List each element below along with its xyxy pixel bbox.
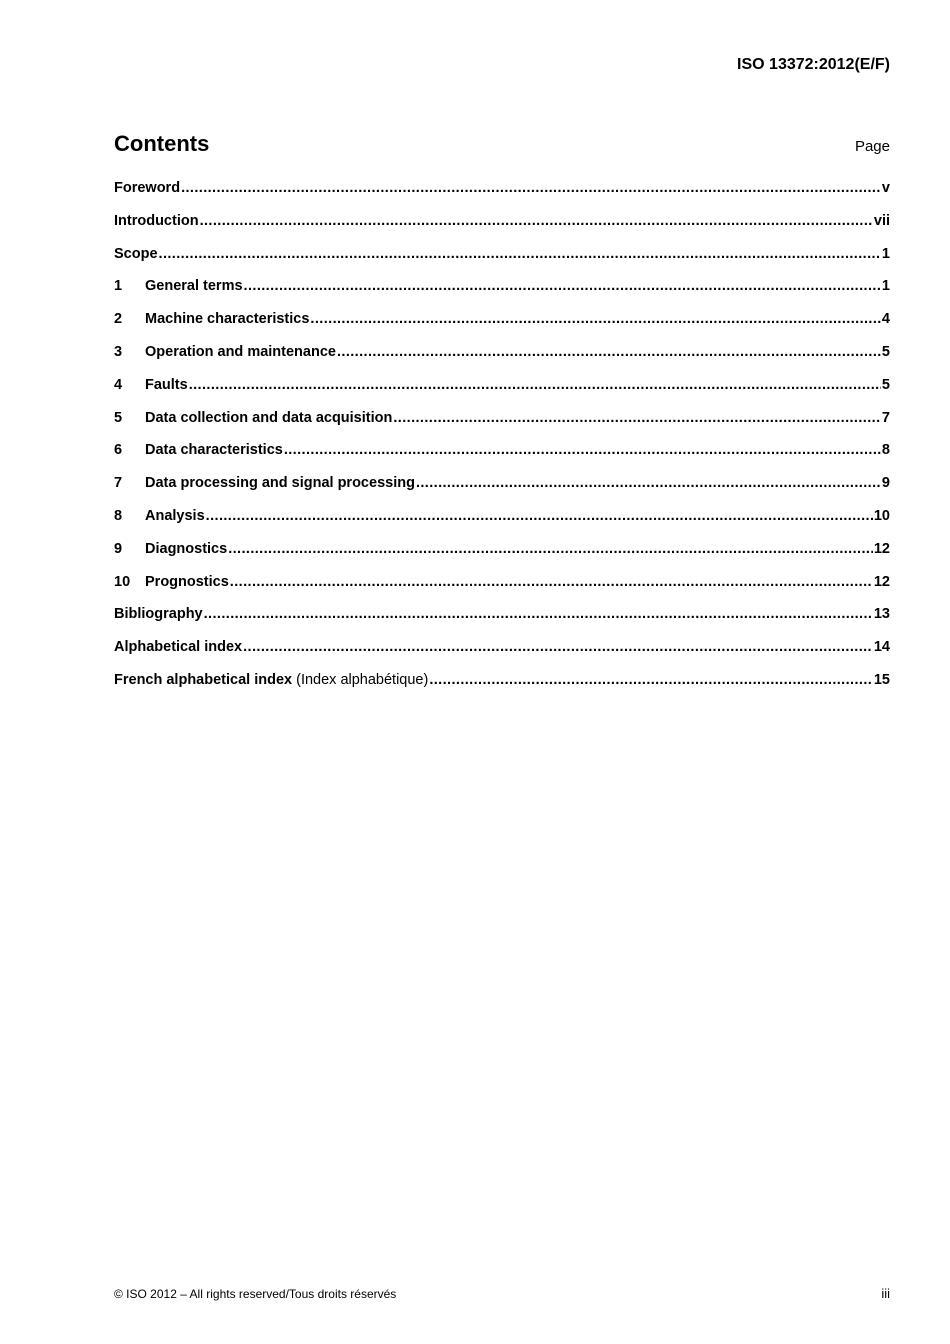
table-of-contents [114, 180, 890, 705]
toc-entry-data-processing[interactable] [114, 475, 890, 508]
toc-entry-page: v [881, 180, 890, 196]
toc-dot-leader [200, 213, 873, 229]
toc-entry-machine-characteristics[interactable] [114, 311, 890, 344]
toc-entry-page: 12 [873, 540, 890, 557]
toc-entry-page: 7 [881, 409, 890, 426]
toc-dot-leader [206, 508, 873, 524]
toc-entry-title: Alphabetical index [114, 639, 243, 656]
toc-dot-leader [429, 672, 873, 688]
toc-entry-subtitle-text: (Index alphabétique) [296, 671, 429, 688]
toc-entry-analysis[interactable] [114, 508, 890, 541]
toc-entry-number: 1 [114, 278, 123, 295]
toc-entry-subtitle [292, 672, 428, 688]
toc-entry-faults[interactable] [114, 377, 890, 410]
toc-dot-leader [204, 606, 873, 622]
toc-dot-leader [337, 344, 881, 360]
toc-entry-general-terms[interactable] [114, 278, 890, 311]
toc-entry-diagnostics[interactable] [114, 541, 890, 574]
toc-dot-leader [189, 377, 881, 393]
toc-entry-page: 5 [881, 343, 890, 360]
toc-entry-number: 2 [114, 311, 123, 328]
toc-entry-title: Diagnostics [145, 540, 228, 557]
toc-entry-page: 14 [873, 639, 890, 656]
toc-entry-number: 10 [114, 573, 131, 590]
toc-entry-alphabetical-index[interactable] [114, 639, 890, 672]
toc-entry-page: vii [873, 212, 890, 229]
toc-entry-title: Operation and maintenance [145, 343, 336, 360]
toc-entry-title: French alphabetical index [114, 671, 293, 688]
toc-entry-number: 3 [114, 343, 123, 360]
toc-entry-title: Faults [145, 376, 188, 393]
toc-entry-foreword[interactable] [114, 180, 890, 213]
toc-entry-number: 5 [114, 409, 123, 426]
toc-entry-title: Data collection and data acquisition [145, 409, 393, 426]
toc-entry-page: 4 [881, 311, 890, 328]
toc-entry-title: Prognostics [145, 573, 229, 590]
toc-entry-title: Data characteristics [145, 442, 283, 459]
toc-entry-title: Data processing and signal processing [145, 475, 415, 492]
toc-entry-data-collection[interactable] [114, 410, 890, 443]
toc-entry-title: Machine characteristics [145, 311, 310, 328]
toc-dot-leader [181, 180, 881, 196]
toc-dot-leader [228, 541, 873, 557]
toc-entry-number: 7 [114, 475, 123, 492]
toc-entry-page: 15 [873, 671, 890, 688]
toc-entry-page: 12 [873, 573, 890, 590]
toc-entry-number: 6 [114, 442, 123, 459]
toc-entry-page: 5 [881, 376, 890, 393]
toc-dot-leader [244, 278, 881, 294]
toc-entry-introduction[interactable] [114, 213, 890, 246]
toc-entry-number: 8 [114, 507, 123, 524]
toc-entry-bibliography[interactable] [114, 606, 890, 639]
toc-entry-title: Scope [114, 245, 158, 262]
toc-entry-page: 9 [881, 475, 890, 492]
toc-entry-page: 10 [873, 507, 890, 524]
toc-entry-page: 8 [881, 442, 890, 459]
toc-dot-leader [230, 574, 873, 590]
toc-entry-title: Introduction [114, 212, 199, 229]
toc-dot-leader [416, 475, 881, 491]
standard-identifier: ISO 13372:2012(E/F) [737, 56, 890, 73]
toc-entry-title: Foreword [114, 180, 181, 196]
page-title: Contents [114, 131, 210, 156]
toc-entry-page: 13 [873, 606, 890, 623]
toc-dot-leader [243, 639, 873, 655]
toc-entry-scope[interactable] [114, 246, 890, 279]
toc-dot-leader [159, 246, 881, 262]
toc-entry-data-characteristics[interactable] [114, 442, 890, 475]
toc-entry-page: 1 [881, 245, 890, 262]
toc-entry-title: Bibliography [114, 606, 203, 623]
page-column-label: Page [854, 138, 890, 155]
toc-entry-title: Analysis [145, 507, 205, 524]
toc-dot-leader [393, 410, 881, 426]
toc-entry-number: 9 [114, 540, 123, 557]
toc-entry-prognostics[interactable] [114, 574, 890, 607]
toc-entry-title: General terms [145, 278, 243, 295]
toc-entry-page: 1 [881, 278, 890, 295]
toc-entry-number: 4 [114, 376, 123, 393]
toc-dot-leader [284, 442, 881, 458]
toc-entry-operation-and-maintenance[interactable] [114, 344, 890, 377]
page-number: iii [881, 1286, 890, 1301]
copyright-notice: © ISO 2012 – All rights reserved/Tous droits réservés [114, 1287, 397, 1301]
toc-dot-leader [310, 311, 881, 327]
toc-entry-french-alphabetical-index[interactable] [114, 672, 890, 705]
